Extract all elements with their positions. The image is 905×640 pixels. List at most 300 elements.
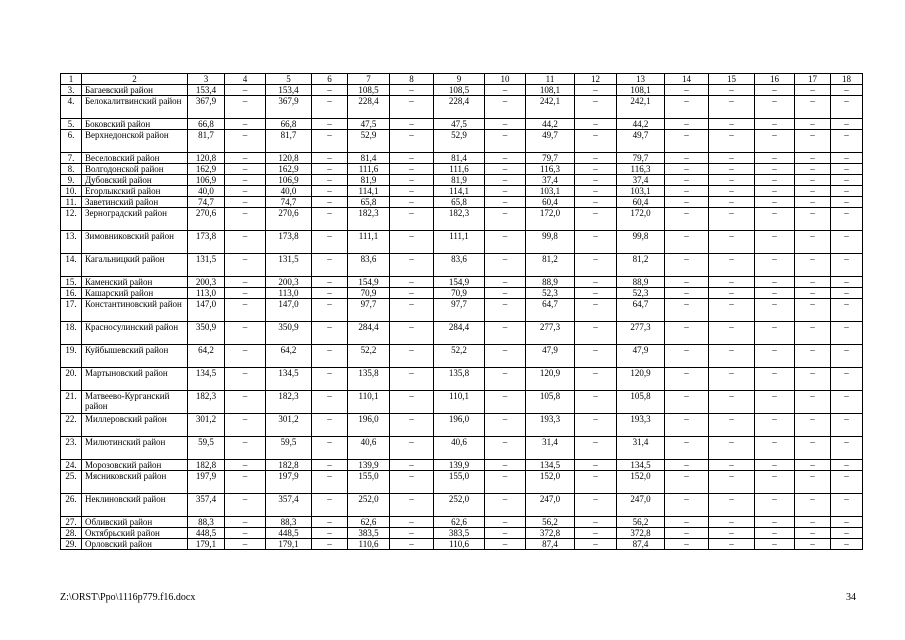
table-cell: 49,7	[617, 130, 665, 153]
table-cell: 120,9	[617, 368, 665, 391]
table-cell: –	[225, 471, 266, 494]
table-cell: –	[312, 277, 348, 288]
table-cell: 350,9	[266, 322, 312, 345]
table-cell: –	[755, 130, 795, 153]
table-cell: 153,4	[266, 85, 312, 96]
table-cell: –	[831, 197, 863, 208]
column-number: 8	[390, 74, 434, 85]
table-cell: 372,8	[526, 528, 575, 539]
table-cell: –	[390, 299, 434, 322]
column-number: 7	[348, 74, 390, 85]
table-cell: –	[665, 437, 709, 460]
table-cell: –	[755, 460, 795, 471]
column-number: 5	[266, 74, 312, 85]
table-cell: –	[665, 186, 709, 197]
table-cell: –	[575, 391, 617, 414]
table-cell: –	[665, 288, 709, 299]
district-name-cell: Неклиновский район	[82, 494, 188, 517]
table-cell: 448,5	[266, 528, 312, 539]
table-cell: –	[665, 471, 709, 494]
table-cell: –	[390, 119, 434, 130]
table-cell: –	[665, 85, 709, 96]
table-cell: –	[225, 208, 266, 231]
table-cell: –	[755, 288, 795, 299]
table-row	[61, 130, 863, 153]
table-cell: –	[831, 528, 863, 539]
table-cell: –	[485, 494, 526, 517]
table-cell: –	[831, 539, 863, 550]
table-cell: –	[755, 517, 795, 528]
table-row	[61, 368, 863, 391]
table-cell: 200,3	[188, 277, 225, 288]
district-name-cell: Каменский район	[82, 277, 188, 288]
table-cell: –	[665, 208, 709, 231]
table-cell: –	[575, 175, 617, 186]
table-cell: 154,9	[434, 277, 485, 288]
table-cell: 270,6	[188, 208, 225, 231]
table-row	[61, 175, 863, 186]
table-cell: –	[755, 539, 795, 550]
table-cell: 81,7	[188, 130, 225, 153]
table-cell: –	[709, 277, 755, 288]
table-cell: –	[709, 175, 755, 186]
table-cell: 134,5	[266, 368, 312, 391]
table-row	[61, 322, 863, 345]
table-row	[61, 528, 863, 539]
table-cell: –	[575, 437, 617, 460]
table-cell: 40,6	[434, 437, 485, 460]
table-row	[61, 437, 863, 460]
row-index-cell: 9.	[61, 175, 82, 186]
table-cell: –	[225, 96, 266, 119]
table-cell: –	[390, 85, 434, 96]
table-cell: –	[831, 437, 863, 460]
table-cell: –	[709, 299, 755, 322]
table-cell: –	[665, 130, 709, 153]
table-cell: –	[575, 460, 617, 471]
district-name-cell: Константиновский район	[82, 299, 188, 322]
table-cell: 83,6	[434, 254, 485, 277]
table-cell: 114,1	[348, 186, 390, 197]
table-cell: 70,9	[434, 288, 485, 299]
table-cell: 64,2	[188, 345, 225, 368]
table-cell: 64,7	[617, 299, 665, 322]
table-cell: –	[312, 96, 348, 119]
table-cell: –	[485, 345, 526, 368]
table-cell: 172,0	[526, 208, 575, 231]
table-cell: 200,3	[266, 277, 312, 288]
table-cell: –	[312, 119, 348, 130]
table-cell: –	[575, 85, 617, 96]
table-cell: –	[225, 175, 266, 186]
table-cell: –	[225, 494, 266, 517]
table-cell: –	[390, 277, 434, 288]
table-cell: 62,6	[434, 517, 485, 528]
table-cell: –	[485, 528, 526, 539]
district-name-cell: Волгодонской район	[82, 164, 188, 175]
table-cell: 114,1	[434, 186, 485, 197]
table-cell: –	[485, 254, 526, 277]
table-cell: 110,1	[434, 391, 485, 414]
table-cell: –	[665, 391, 709, 414]
table-cell: 49,7	[526, 130, 575, 153]
table-cell: 197,9	[266, 471, 312, 494]
row-index-cell: 29.	[61, 539, 82, 550]
table-cell: 172,0	[617, 208, 665, 231]
table-cell: –	[831, 299, 863, 322]
table-cell: –	[575, 197, 617, 208]
table-cell: 197,9	[188, 471, 225, 494]
table-cell: –	[225, 322, 266, 345]
table-cell: 152,0	[617, 471, 665, 494]
table-cell: –	[795, 186, 831, 197]
table-cell: –	[485, 517, 526, 528]
table-cell: –	[485, 197, 526, 208]
table-cell: –	[831, 175, 863, 186]
table-cell: –	[390, 322, 434, 345]
table-cell: –	[575, 96, 617, 119]
district-name-cell: Веселовский район	[82, 153, 188, 164]
table-cell: 52,9	[348, 130, 390, 153]
table-cell: –	[575, 277, 617, 288]
table-cell: –	[390, 391, 434, 414]
table-cell: 193,3	[617, 414, 665, 437]
table-cell: 155,0	[348, 471, 390, 494]
table-cell: 103,1	[617, 186, 665, 197]
row-index-cell: 13.	[61, 231, 82, 254]
table-cell: –	[755, 322, 795, 345]
table-cell: –	[312, 186, 348, 197]
table-cell: 110,6	[434, 539, 485, 550]
table-cell: –	[312, 414, 348, 437]
table-cell: 131,5	[266, 254, 312, 277]
table-cell: –	[665, 299, 709, 322]
table-cell: 134,5	[617, 460, 665, 471]
table-cell: –	[709, 528, 755, 539]
table-cell: 74,7	[266, 197, 312, 208]
table-cell: 182,8	[266, 460, 312, 471]
table-cell: –	[831, 391, 863, 414]
row-index-cell: 16.	[61, 288, 82, 299]
table-cell: –	[225, 345, 266, 368]
table-cell: –	[312, 299, 348, 322]
table-row	[61, 197, 863, 208]
district-name-cell: Багаевский район	[82, 85, 188, 96]
table-cell: 79,7	[526, 153, 575, 164]
column-number: 2	[82, 74, 188, 85]
table-cell: –	[665, 231, 709, 254]
table-cell: 47,5	[348, 119, 390, 130]
row-index-cell: 10.	[61, 186, 82, 197]
table-cell: –	[390, 175, 434, 186]
table-cell: –	[755, 277, 795, 288]
table-cell: 79,7	[617, 153, 665, 164]
table-cell: –	[755, 153, 795, 164]
table-cell: 88,9	[617, 277, 665, 288]
row-index-cell: 25.	[61, 471, 82, 494]
table-cell: –	[795, 517, 831, 528]
table-cell: –	[312, 539, 348, 550]
table-cell: 106,9	[188, 175, 225, 186]
table-row	[61, 517, 863, 528]
table-cell: 111,1	[434, 231, 485, 254]
table-cell: –	[485, 471, 526, 494]
table-cell: –	[665, 175, 709, 186]
table-cell: 277,3	[526, 322, 575, 345]
table-cell: –	[390, 208, 434, 231]
table-cell: 56,2	[617, 517, 665, 528]
table-cell: –	[665, 277, 709, 288]
table-cell: 277,3	[617, 322, 665, 345]
table-cell: –	[831, 119, 863, 130]
table-cell: –	[755, 85, 795, 96]
table-cell: –	[312, 494, 348, 517]
table-row	[61, 288, 863, 299]
table-cell: –	[755, 391, 795, 414]
table-cell: 97,7	[348, 299, 390, 322]
table-cell: –	[312, 85, 348, 96]
table-cell: 37,4	[526, 175, 575, 186]
table-cell: 65,8	[348, 197, 390, 208]
district-name-cell: Октябрьский район	[82, 528, 188, 539]
table-cell: –	[312, 368, 348, 391]
table-cell: 81,9	[434, 175, 485, 186]
table-cell: –	[390, 539, 434, 550]
table-cell: –	[755, 186, 795, 197]
table-cell: –	[831, 96, 863, 119]
row-index-cell: 7.	[61, 153, 82, 164]
table-cell: –	[709, 254, 755, 277]
table-cell: –	[575, 231, 617, 254]
table-cell: –	[665, 254, 709, 277]
table-cell: –	[390, 471, 434, 494]
table-cell: –	[312, 153, 348, 164]
table-cell: –	[312, 231, 348, 254]
table-cell: 152,0	[526, 471, 575, 494]
table-cell: 52,9	[434, 130, 485, 153]
table-cell: 47,5	[434, 119, 485, 130]
table-row	[61, 164, 863, 175]
table-cell: 87,4	[617, 539, 665, 550]
table-cell: –	[795, 322, 831, 345]
table-cell: 357,4	[188, 494, 225, 517]
table-cell: –	[225, 153, 266, 164]
table-cell: –	[485, 153, 526, 164]
table-cell: –	[225, 528, 266, 539]
table-cell: –	[312, 345, 348, 368]
table-cell: 139,9	[434, 460, 485, 471]
column-number: 13	[617, 74, 665, 85]
table-cell: –	[225, 517, 266, 528]
table-cell: –	[831, 130, 863, 153]
table-cell: –	[225, 437, 266, 460]
table-cell: 113,0	[188, 288, 225, 299]
table-cell: –	[485, 437, 526, 460]
table-cell: –	[709, 539, 755, 550]
table-cell: 110,6	[348, 539, 390, 550]
table-cell: 81,7	[266, 130, 312, 153]
table-cell: 47,9	[526, 345, 575, 368]
table-cell: –	[795, 164, 831, 175]
table-cell: 59,5	[266, 437, 312, 460]
table-cell: –	[665, 414, 709, 437]
table-cell: 162,9	[266, 164, 312, 175]
table-cell: –	[312, 517, 348, 528]
table-row	[61, 414, 863, 437]
table-cell: –	[665, 517, 709, 528]
table-cell: 134,5	[526, 460, 575, 471]
table-cell: –	[755, 96, 795, 119]
table-cell: 113,0	[266, 288, 312, 299]
table-cell: 105,8	[526, 391, 575, 414]
table-cell: –	[665, 539, 709, 550]
table-cell: –	[831, 460, 863, 471]
table-cell: 111,6	[348, 164, 390, 175]
district-name-cell: Зимовниковский район	[82, 231, 188, 254]
table-cell: 120,8	[266, 153, 312, 164]
column-number: 11	[526, 74, 575, 85]
table-cell: –	[665, 368, 709, 391]
table-cell: –	[575, 130, 617, 153]
table-cell: 60,4	[526, 197, 575, 208]
table-row	[61, 391, 863, 414]
district-name-cell: Мясниковский район	[82, 471, 188, 494]
table-cell: –	[795, 119, 831, 130]
table-cell: 65,8	[434, 197, 485, 208]
row-index-cell: 28.	[61, 528, 82, 539]
table-row	[61, 539, 863, 550]
table-cell: –	[709, 437, 755, 460]
table-cell: –	[755, 119, 795, 130]
table-cell: –	[831, 231, 863, 254]
table-cell: 116,3	[617, 164, 665, 175]
table-cell: –	[755, 528, 795, 539]
table-cell: –	[795, 175, 831, 186]
table-cell: 59,5	[188, 437, 225, 460]
table-cell: –	[665, 119, 709, 130]
table-cell: –	[575, 208, 617, 231]
table-cell: 44,2	[617, 119, 665, 130]
table-cell: –	[755, 437, 795, 460]
table-cell: 301,2	[266, 414, 312, 437]
table-cell: –	[795, 391, 831, 414]
table-header-row	[61, 74, 863, 85]
table-cell: 135,8	[348, 368, 390, 391]
table-cell: –	[755, 197, 795, 208]
column-number: 1	[61, 74, 82, 85]
table-cell: –	[831, 254, 863, 277]
table-row	[61, 471, 863, 494]
table-cell: 247,0	[526, 494, 575, 517]
row-index-cell: 24.	[61, 460, 82, 471]
table-cell: 179,1	[188, 539, 225, 550]
table-cell: 81,9	[348, 175, 390, 186]
table-cell: –	[225, 368, 266, 391]
table-cell: –	[795, 414, 831, 437]
table-cell: –	[709, 368, 755, 391]
table-cell: 173,8	[266, 231, 312, 254]
table-cell: –	[225, 85, 266, 96]
table-cell: 284,4	[434, 322, 485, 345]
page-number: 34	[846, 592, 856, 603]
table-cell: 31,4	[526, 437, 575, 460]
table-cell: –	[755, 254, 795, 277]
table-cell: 383,5	[348, 528, 390, 539]
table-cell: –	[665, 460, 709, 471]
table-cell: 108,1	[526, 85, 575, 96]
table-cell: 196,0	[434, 414, 485, 437]
table-cell: –	[665, 345, 709, 368]
table-cell: 81,2	[617, 254, 665, 277]
table-cell: –	[709, 471, 755, 494]
table-cell: 367,9	[266, 96, 312, 119]
table-cell: 81,4	[434, 153, 485, 164]
table-cell: 40,0	[188, 186, 225, 197]
district-name-cell: Заветинский район	[82, 197, 188, 208]
table-cell: 37,4	[617, 175, 665, 186]
table-cell: –	[665, 494, 709, 517]
table-cell: –	[575, 322, 617, 345]
table-cell: 154,9	[348, 277, 390, 288]
table-cell: –	[575, 186, 617, 197]
district-name-cell: Морозовский район	[82, 460, 188, 471]
table-cell: –	[575, 153, 617, 164]
district-name-cell: Кагальницкий район	[82, 254, 188, 277]
table-cell: 182,3	[434, 208, 485, 231]
table-cell: 357,4	[266, 494, 312, 517]
table-cell: –	[485, 130, 526, 153]
table-cell: –	[795, 85, 831, 96]
row-index-cell: 11.	[61, 197, 82, 208]
row-index-cell: 3.	[61, 85, 82, 96]
table-row	[61, 277, 863, 288]
table-cell: –	[795, 208, 831, 231]
district-name-cell: Мартыновский район	[82, 368, 188, 391]
table-cell: –	[575, 254, 617, 277]
table-cell: –	[709, 414, 755, 437]
table-row	[61, 153, 863, 164]
table-cell: –	[795, 528, 831, 539]
table-cell: 120,8	[188, 153, 225, 164]
table-cell: –	[312, 208, 348, 231]
row-index-cell: 27.	[61, 517, 82, 528]
table-cell: –	[709, 153, 755, 164]
row-index-cell: 22.	[61, 414, 82, 437]
table-cell: –	[755, 471, 795, 494]
table-cell: –	[665, 164, 709, 175]
table-cell: –	[575, 288, 617, 299]
table-cell: –	[390, 437, 434, 460]
column-number: 9	[434, 74, 485, 85]
table-cell: –	[485, 186, 526, 197]
table-cell: 105,8	[617, 391, 665, 414]
table-cell: 242,1	[617, 96, 665, 119]
table-cell: 52,2	[434, 345, 485, 368]
table-cell: 97,7	[434, 299, 485, 322]
table-cell: 155,0	[434, 471, 485, 494]
table-cell: 301,2	[188, 414, 225, 437]
district-name-cell: Красносулинский район	[82, 322, 188, 345]
table-cell: –	[665, 153, 709, 164]
table-cell: –	[795, 153, 831, 164]
table-cell: –	[225, 119, 266, 130]
table-cell: 106,9	[266, 175, 312, 186]
table-cell: –	[390, 528, 434, 539]
table-cell: –	[390, 368, 434, 391]
column-number: 4	[225, 74, 266, 85]
column-number: 17	[795, 74, 831, 85]
district-name-cell: Дубовский район	[82, 175, 188, 186]
